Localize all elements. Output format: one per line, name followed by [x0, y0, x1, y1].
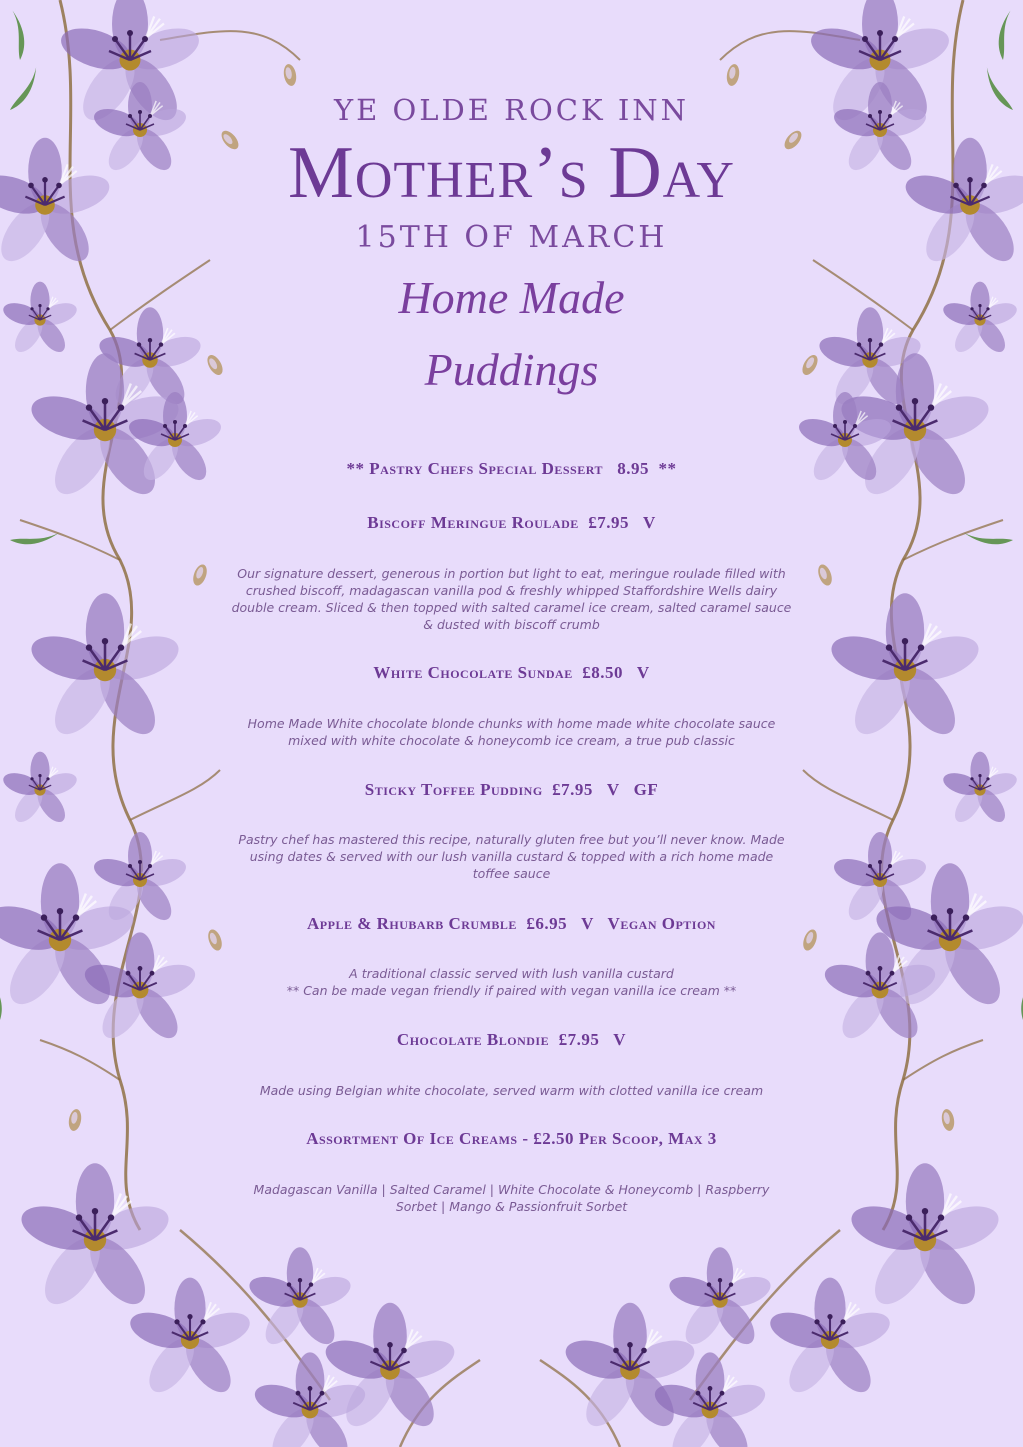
item-title: Sticky Toffee Pudding £7.95 V GF — [364, 780, 659, 799]
item-description: Home Made White chocolate blonde chunks with home made white chocolate sauce mixed with white chocolate & honeycomb ice cream, a true pub classic — [247, 716, 776, 748]
item-description: Made using Belgian white chocolate, served warm with clotted vanilla ice cream — [259, 1083, 764, 1098]
item-description: Our signature dessert, generous in portion but light to eat, meringue roulade filled with crushed biscoff, madagascan vanilla pod & freshly whipped Staffordshire Wells dairy double cream. Sliced & then topped with salted caramel ice cream, salted caramel sauce & dusted with biscoff crumb — [231, 566, 792, 632]
item-description: A traditional classic served with lush vanilla custard ** Can be made vegan friendly if paired with vegan vanilla ice cream ** — [286, 966, 737, 998]
item-title: Chocolate Blondie £7.95 V — [396, 1030, 627, 1049]
item-title: Assortment Of Ice Creams - £2.50 Per Scoop, Max 3 — [306, 1129, 717, 1148]
item-title: White Chocolate Sundae £8.50 V — [373, 663, 650, 682]
item-title: Apple & Rhubarb Crumble £6.95 V Vegan Option — [307, 914, 716, 933]
event-title: Mother’s Day — [288, 132, 735, 214]
menu-heading-line2: Puddings — [424, 344, 599, 395]
item-description: Pastry chef has mastered this recipe, naturally gluten free but you’ll never know. Made using dates & served with our lush vanilla custard & topped with a rich home made toffee sauce — [238, 832, 785, 881]
menu-content — [230, 90, 793, 400]
menu-heading-line1: Home Made — [398, 272, 625, 323]
venue-name: YE OLDE ROCK INN — [333, 93, 690, 127]
item-description: Madagascan Vanilla | Salted Caramel | White Chocolate & Honeycomb | Raspberry Sorbet | Mango & Passionfruit Sorbet — [253, 1182, 770, 1214]
event-date: 15TH OF MARCH — [355, 220, 668, 255]
item-title: ** Pastry Chefs Special Dessert 8.95 ** — [346, 459, 677, 478]
item-title: Biscoff Meringue Roulade £7.95 V — [367, 513, 656, 532]
